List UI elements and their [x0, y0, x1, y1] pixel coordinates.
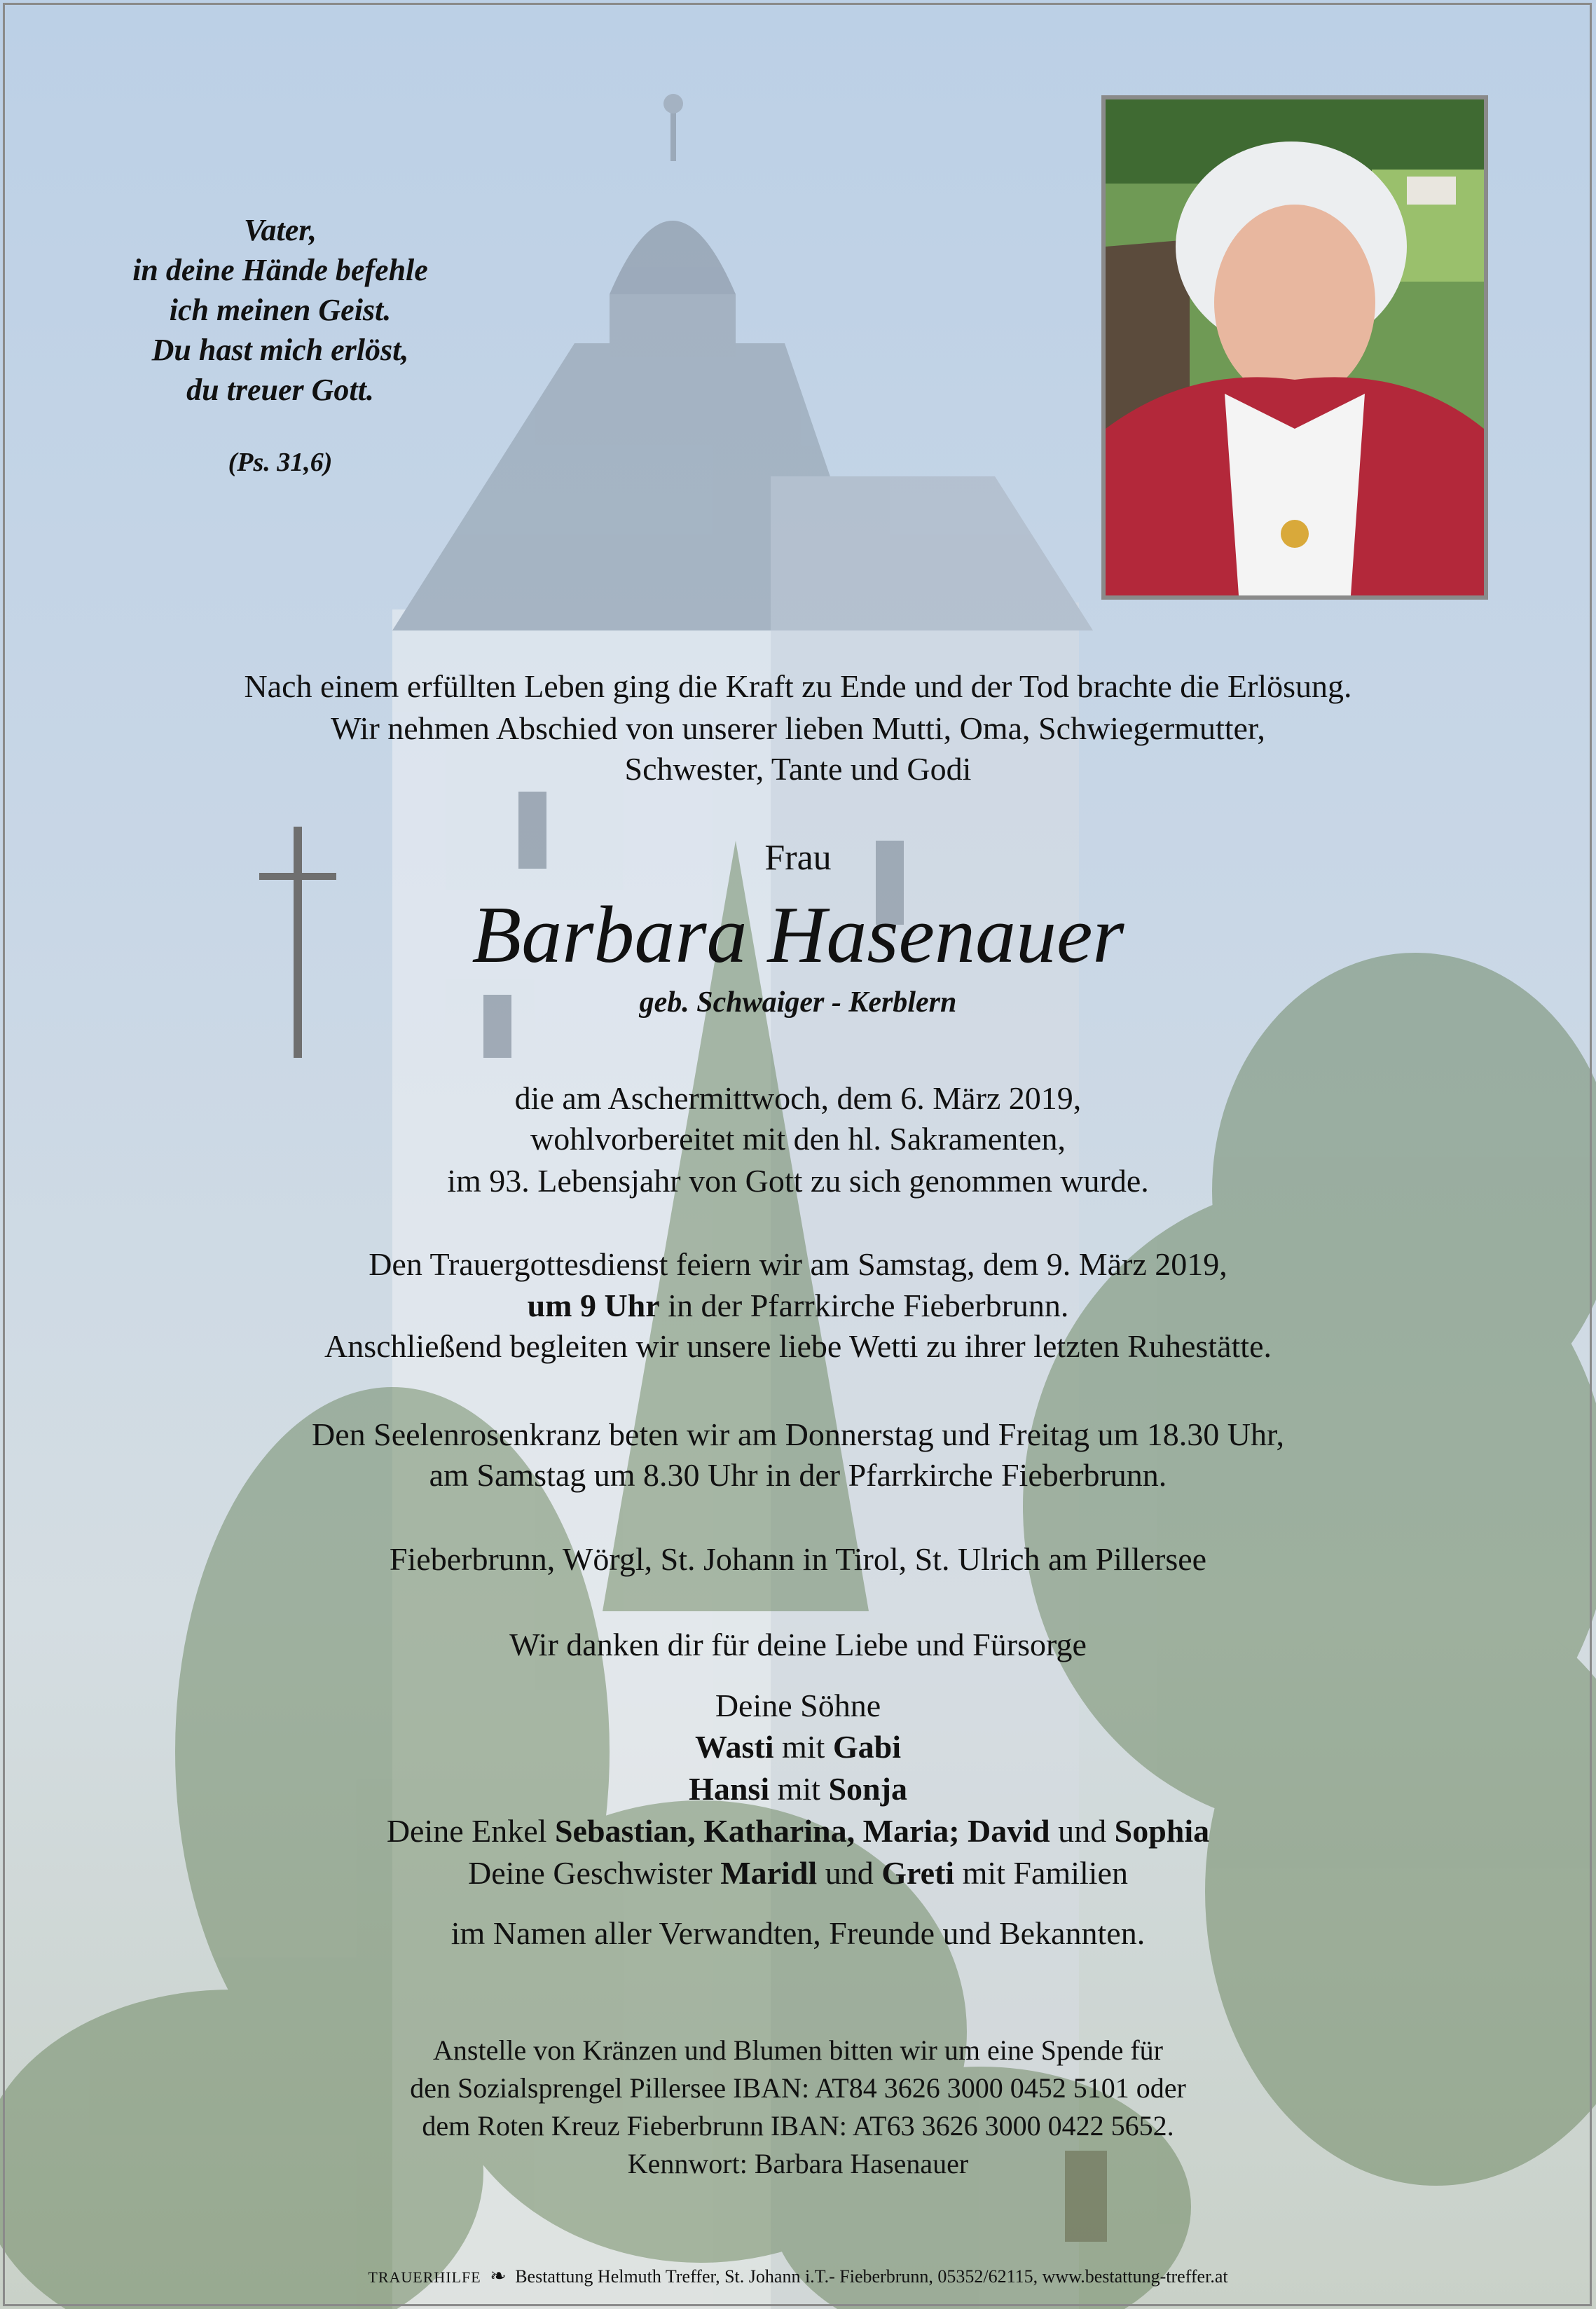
death-notice-line: im 93. Lebensjahr von Gott zu sich genommen wurde.	[447, 1163, 1149, 1199]
salutation: Frau	[764, 838, 832, 878]
family-line: Wasti mit Gabi	[695, 1729, 901, 1765]
donation-line: dem Roten Kreuz Fieberbrunn IBAN: AT63 3626 3000 0422 5652.	[422, 2110, 1174, 2142]
closing-line: im Namen aller Verwandten, Freunde und Bekannten.	[450, 1915, 1146, 1951]
service-line: um 9 Uhr in der Pfarrkirche Fieberbrunn.	[527, 1288, 1069, 1323]
rosary-line: am Samstag um 8.30 Uhr in der Pfarrkirche Fieberbrunn.	[429, 1457, 1167, 1493]
footer-text: Bestattung Helmuth Treffer, St. Johann i.T.- Fieberbrunn, 05352/62115, www.bestattung-treffer.at	[515, 2266, 1228, 2287]
verse-line: in deine Hände befehle	[132, 253, 428, 287]
intro-line: Nach einem erfüllten Leben ging die Kraft zu Ende und der Tod brachte die Erlösung.	[244, 668, 1352, 704]
donation-line: Kennwort: Barbara Hasenauer	[627, 2148, 969, 2179]
death-notice-line: die am Aschermittwoch, dem 6. März 2019,	[514, 1080, 1082, 1116]
intro-line: Wir nehmen Abschied von unserer lieben Mutti, Oma, Schwiegermutter,	[331, 710, 1265, 746]
intro-line: Schwester, Tante und Godi	[624, 751, 972, 787]
family-line: Deine Enkel Sebastian, Katharina, Maria; David und Sophia	[386, 1813, 1210, 1849]
footer	[0, 2264, 1596, 2288]
family-line: Hansi mit Sonja	[689, 1771, 907, 1807]
verse-reference: (Ps. 31,6)	[228, 448, 333, 477]
verse-line: Du hast mich erlöst,	[151, 333, 409, 367]
bible-verse	[70, 210, 490, 410]
birth-name: geb. Schwaiger - Kerblern	[639, 986, 957, 1019]
verse-line: ich meinen Geist.	[169, 293, 392, 327]
deceased-name: Barbara Hasenauer	[472, 890, 1124, 980]
footer-brand: TRAUERHILFE	[368, 2268, 481, 2286]
family-line: Deine Geschwister Maridl und Greti mit Familien	[468, 1855, 1128, 1891]
death-notice-line: wohlvorbereitet mit den hl. Sakramenten,	[530, 1121, 1066, 1157]
verse-line: du treuer Gott.	[186, 373, 374, 407]
service-line: Den Trauergottesdienst feiern wir am Samstag, dem 9. März 2019,	[369, 1246, 1227, 1282]
donation-line: Anstelle von Kränzen und Blumen bitten wir um eine Spende für	[433, 2034, 1163, 2066]
verse-line: Vater,	[244, 213, 317, 247]
sons-label: Deine Söhne	[715, 1688, 881, 1723]
portrait-photo	[1101, 95, 1488, 600]
thanks-line: Wir danken dir für deine Liebe und Fürsorge	[509, 1627, 1087, 1662]
places-line: Fieberbrunn, Wörgl, St. Johann in Tirol, St. Ulrich am Pillersee	[389, 1541, 1207, 1577]
rosary-line: Den Seelenrosenkranz beten wir am Donnerstag und Freitag um 18.30 Uhr,	[312, 1417, 1284, 1452]
service-line: Anschließend begleiten wir unsere liebe Wetti zu ihrer letzten Ruhestätte.	[324, 1328, 1272, 1364]
donation-line: den Sozialsprengel Pillersee IBAN: AT84 3626 3000 0452 5101 oder	[410, 2072, 1186, 2104]
dove-icon: ❧	[490, 2266, 507, 2287]
service-time: um 9 Uhr	[527, 1288, 660, 1323]
